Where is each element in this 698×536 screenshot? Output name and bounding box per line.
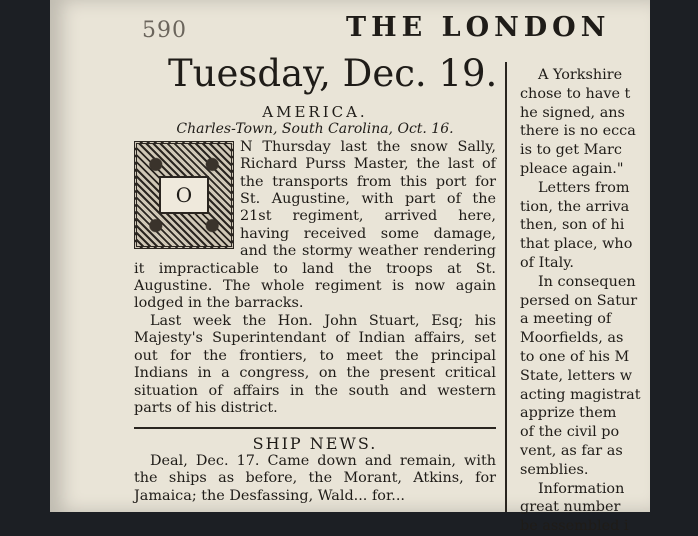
initial-letter: O [159,176,209,214]
section-rule [134,427,496,429]
newspaper-page [50,0,650,535]
ornamental-initial [134,141,234,249]
right-column-line: A Yorkshire [538,67,623,83]
right-column [520,66,698,536]
right-column-line: State, letters w [520,367,633,384]
left-column [134,104,496,505]
column-divider [505,62,507,512]
right-column-line: pleace again." [520,160,624,177]
right-column-line: great number [520,499,621,516]
right-column-line: of the civil po [520,424,620,441]
right-column-line: there is no ecca [520,123,636,140]
masthead-title: THE LONDON [346,12,611,43]
article-paragraph-2: Last week the Hon. John Stuart, Esq; his Majesty's Superintendant of Indian affairs, set out for the frontiers, to meet the principal Indians in a congress, on the present critical situation of affairs in the south and western parts of his district. [134,312,496,416]
issue-date-heading: Tuesday, Dec. 19. [168,52,498,95]
section-title-america: AMERICA. [262,103,368,121]
right-column-line: Letters from [538,179,630,196]
right-column-line: acting magistrat [520,386,641,403]
right-column-line: then, son of hi [520,217,625,234]
ship-news-paragraph: Deal, Dec. 17. Came down and remain, with the ships as before, the Morant, Atkins, for Jamaica; the Desfassing, Wald... for... [134,452,496,504]
right-column-line: chose to have t [520,85,631,102]
right-column-line: be assembled i [520,518,629,535]
right-column-line: In consequen [538,273,636,290]
right-column-line: vent, as far as [520,442,623,459]
right-column-line: a meeting of [520,311,612,328]
right-column-line: tion, the arriva [520,198,630,215]
dateline: Charles-Town, South Carolina, Oct. 16. [176,121,454,138]
right-column-line: is to get Marc [520,142,622,159]
article-paragraph-1: N Thursday last the snow Sally, Richard Purss Master, the last of the transports from this port for St. Augustine, with part of the 21st regiment, arrived here, having received some damage, and the stormy weather rendering it impracticable to land the troops at St. Augustine. The whole regiment is now again lodged in the barracks. [134,138,496,312]
right-column-line: apprize them [520,405,617,422]
right-column-line: Moorfields, as [520,330,624,347]
right-column-line: he signed, ans [520,104,625,121]
right-column-line: to one of his M [520,348,630,365]
right-column-line: that place, who [520,236,633,253]
page-number: 590 [142,18,187,43]
right-column-line: of Italy. [520,254,575,271]
section-title-ship-news: SHIP NEWS. [252,434,378,454]
right-column-line: persed on Satur [520,292,638,309]
right-column-line: semblies. [520,461,589,478]
right-column-line: Information [538,480,625,497]
